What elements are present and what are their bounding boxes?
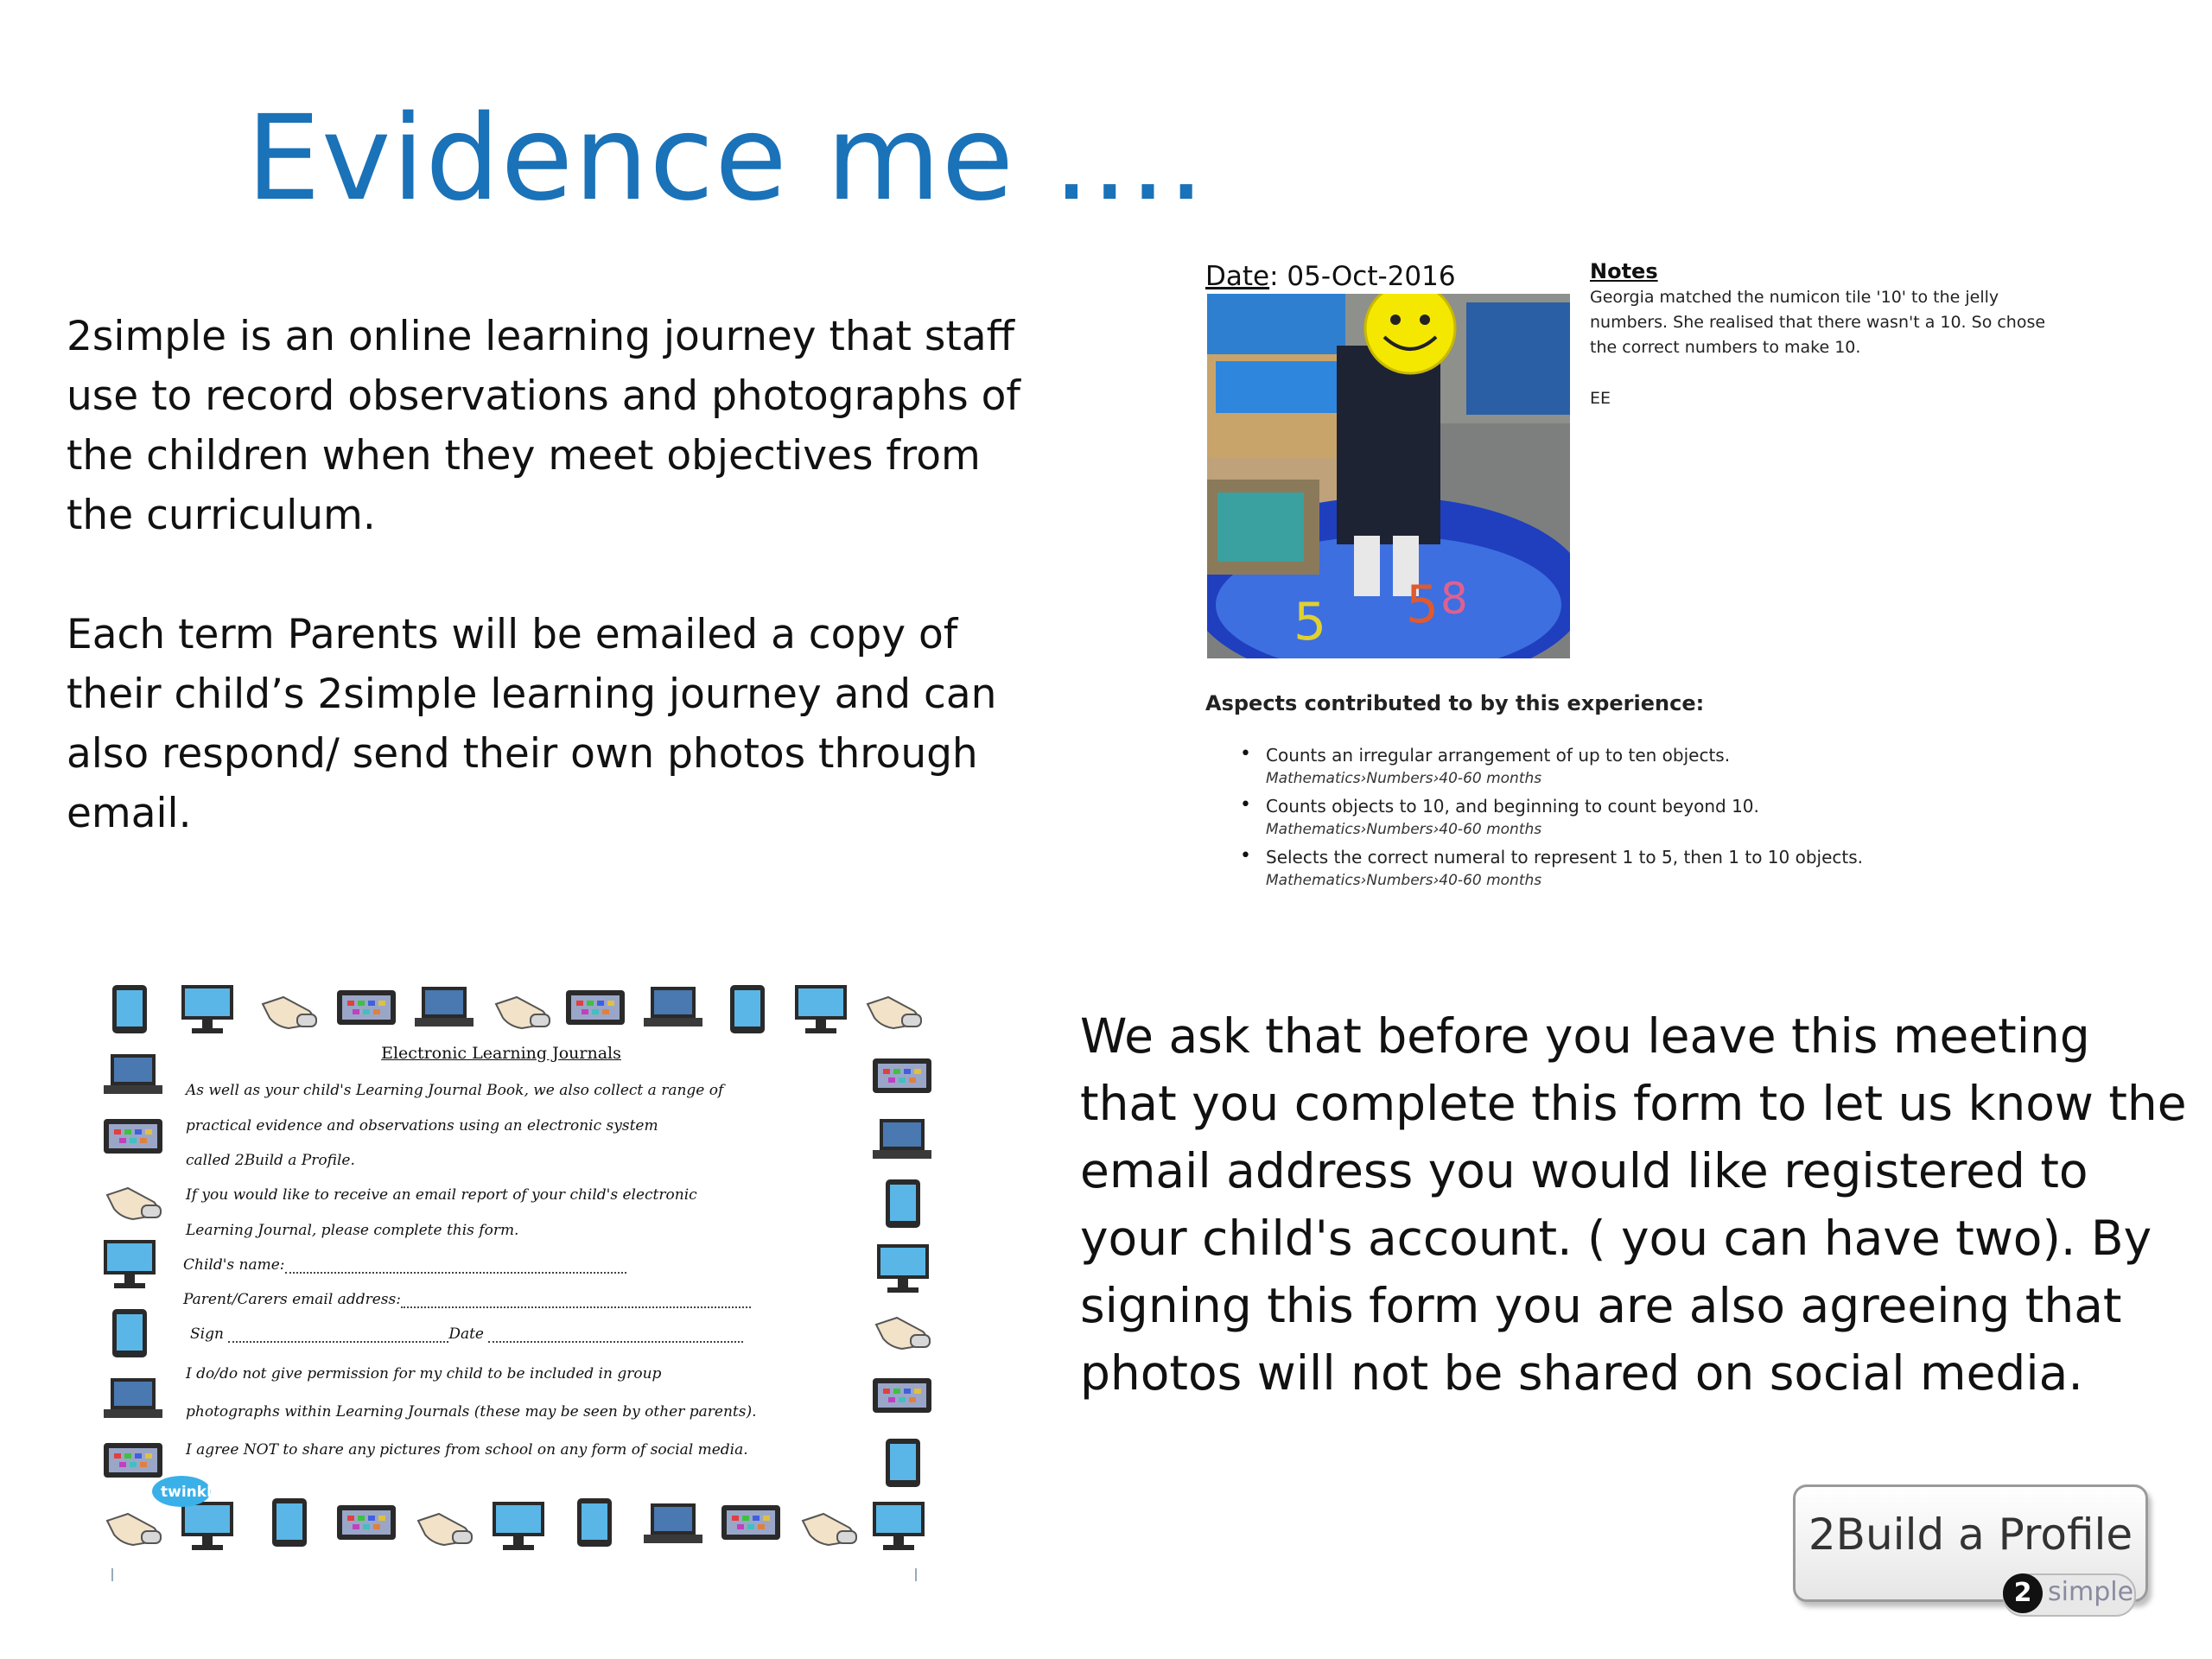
form-line: called 2Build a Profile.: [186, 1152, 355, 1169]
device-border-icons: [104, 976, 933, 1581]
badge-label: 2Build a Profile: [1808, 1510, 2133, 1560]
list-item: [1240, 743, 2069, 794]
observation-date: [1205, 261, 1456, 292]
svg-text:5: 5: [1406, 575, 1440, 635]
electronic-journal-form: [104, 976, 933, 1581]
bullet-icon: •: [1240, 794, 1251, 816]
logo-two: 2: [2003, 1573, 2043, 1613]
aspects-title: Aspects contributed to by this experience:: [1205, 691, 1705, 715]
childs-name-field[interactable]: [183, 1256, 626, 1274]
build-a-profile-badge: [1793, 1484, 2148, 1608]
slide-title: Evidence me ....: [246, 91, 1206, 227]
list-item: [1240, 845, 2069, 896]
svg-text:8: 8: [1440, 574, 1468, 624]
form-line: practical evidence and observations using an electronic system: [186, 1117, 658, 1135]
bullet-icon: •: [1240, 845, 1251, 867]
form-line: photographs within Learning Journals (these may be seen by other parents).: [186, 1403, 757, 1421]
aspect-category: Mathematics›Numbers›40-60 months: [1266, 770, 1542, 787]
notes-text: Georgia matched the numicon tile '10' to the jelly numbers. She realised that there wasn't a 10. So chose the correct numbers to make 10.: [1590, 288, 2046, 357]
child-photo-image: [1207, 294, 1570, 658]
twinkl-logo: twinkl: [161, 1484, 212, 1501]
form-instructions-paragraph: We ask that before you leave this meeting that you complete this form to let us know the email address you would like registered to your child's account. ( you can have two). By signing this form you are also agreeing that photos will not be shared on social media.: [1080, 1008, 2187, 1401]
intro-paragraph: 2simple is an online learning journey that staff use to record observations and photographs of the children when they meet objectives from the curriculum.: [67, 313, 1020, 539]
form-title: Electronic Learning Journals: [381, 1044, 621, 1063]
notes-title: Notes: [1590, 259, 1658, 283]
form-line: If you would like to receive an email report of your child's electronic: [186, 1186, 697, 1204]
form-line: I agree NOT to share any pictures from school on any form of social media.: [186, 1441, 748, 1459]
email-field[interactable]: [183, 1291, 751, 1308]
observation-photo: [1207, 294, 1570, 658]
email-label: Parent/Carers email address:: [183, 1291, 401, 1308]
aspect-category: Mathematics›Numbers›40-60 months: [1266, 821, 1542, 838]
aspect-category: Mathematics›Numbers›40-60 months: [1266, 872, 1542, 889]
date-label: Date: [1205, 261, 1270, 292]
bullet-icon: •: [1240, 743, 1251, 765]
notes-code: EE: [1590, 389, 1611, 408]
date-value: : 05-Oct-2016: [1269, 261, 1456, 292]
parents-paragraph: Each term Parents will be emailed a copy of their child’s 2simple learning journey and can also respond/ send their own photos through email.: [67, 611, 997, 837]
aspect-text: Selects the correct numeral to represent 1 to 5, then 1 to 10 objects.: [1266, 847, 1864, 868]
sign-label: Sign: [190, 1325, 224, 1343]
form-line: Learning Journal, please complete this form.: [186, 1222, 519, 1239]
sign-field[interactable]: [190, 1325, 743, 1343]
aspect-text: Counts objects to 10, and beginning to count beyond 10.: [1266, 796, 1759, 817]
svg-text:5: 5: [1294, 592, 1327, 652]
aspects-list: [1240, 743, 2069, 896]
childs-name-label: Child's name:: [183, 1256, 285, 1274]
aspect-text: Counts an irregular arrangement of up to ten objects.: [1266, 745, 1731, 766]
list-item: [1240, 794, 2069, 845]
form-line: As well as your child's Learning Journal Book, we also collect a range of: [186, 1082, 724, 1099]
form-line: I do/do not give permission for my child to be included in group: [186, 1365, 662, 1382]
logo-text: simple: [2048, 1577, 2134, 1607]
date-field-label: Date: [448, 1325, 484, 1343]
observation-card: [1205, 259, 2087, 899]
